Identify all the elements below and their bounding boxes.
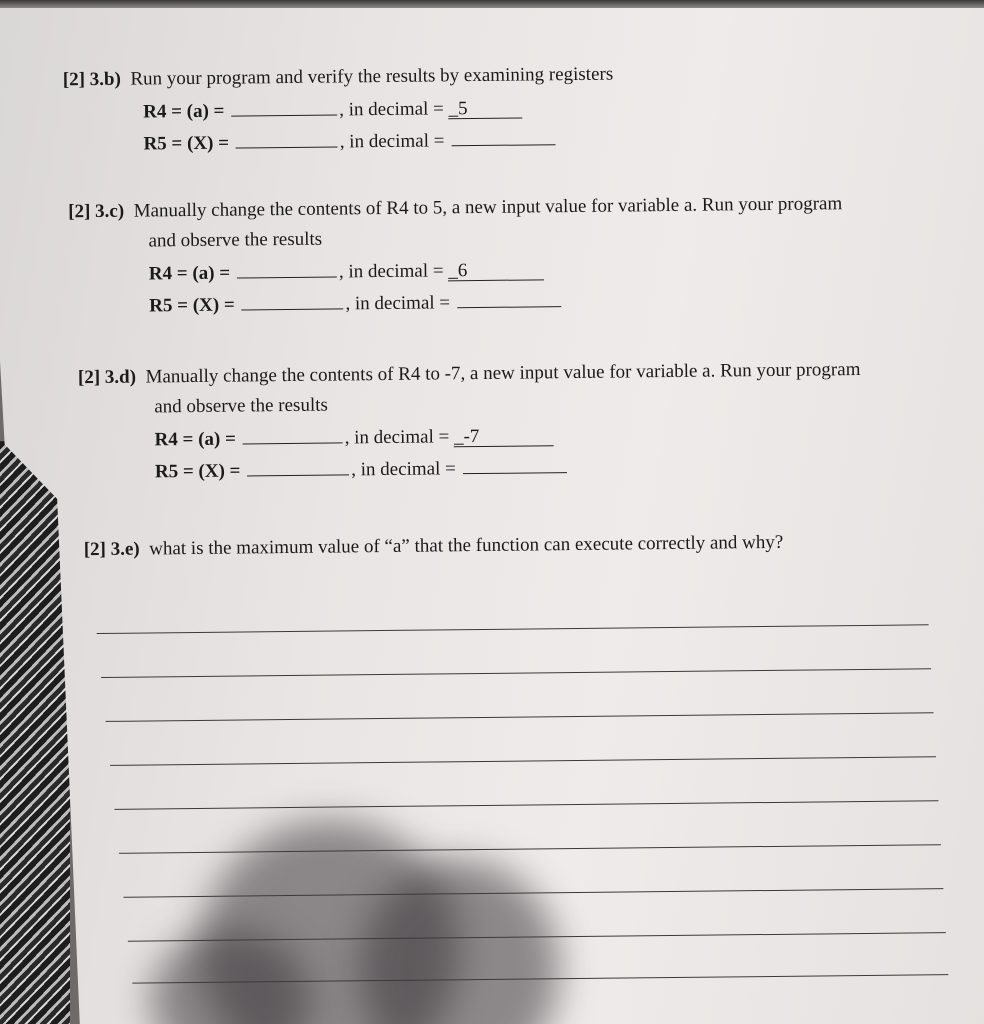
question-3d-header [78, 359, 861, 389]
r5-hex-blank[interactable] [247, 458, 349, 476]
question-number: 3.c) [95, 200, 125, 223]
points-badge: [2] [68, 201, 91, 223]
r4-label: R4 = (a) = [143, 100, 225, 123]
question-number: 3.b) [89, 68, 122, 91]
r5-row [149, 290, 563, 317]
answer-line[interactable] [106, 712, 934, 722]
r4-row [154, 424, 554, 451]
answer-line[interactable] [101, 668, 931, 678]
decimal-label: , in decimal = [344, 426, 450, 449]
question-prompt-line2: and observe the results [148, 228, 323, 252]
answer-line[interactable] [123, 888, 943, 898]
r4-decimal-answer[interactable] [448, 98, 522, 120]
question-prompt: Run your program and verify the results by examining registers [130, 63, 614, 90]
r4-label: R4 = (a) = [148, 262, 231, 285]
decimal-label: , in decimal = [339, 130, 445, 153]
r5-label: R5 = (X) = [143, 132, 230, 155]
answer-line[interactable] [110, 756, 936, 766]
answer-line[interactable] [132, 974, 948, 984]
r5-hex-blank[interactable] [241, 292, 343, 310]
points-badge: [2] [77, 366, 101, 389]
r4-hex-blank[interactable] [231, 98, 337, 116]
question-3d-line2 [154, 395, 328, 419]
question-3e-header [84, 532, 784, 561]
question-prompt-line2: and observe the results [154, 394, 328, 418]
question-number: 3.e) [110, 538, 140, 560]
r5-decimal-blank[interactable] [462, 456, 566, 474]
r4-hex-blank[interactable] [243, 426, 343, 444]
question-prompt: what is the maximum value of “a” that the function can execute correctly and why? [149, 531, 784, 560]
r5-decimal-blank[interactable] [451, 128, 555, 146]
r5-label: R5 = (X) = [149, 294, 235, 317]
question-3c-header [68, 193, 842, 223]
r4-decimal-value: _6 [448, 260, 468, 282]
points-badge: [2] [83, 538, 107, 561]
r5-row [143, 128, 557, 155]
question-prompt-line1: Manually change the contents of R4 to 5, a new input value for variable a. Run your program [133, 193, 843, 222]
r4-decimal-value: _-7 [453, 426, 480, 448]
question-number: 3.d) [104, 366, 137, 388]
question-prompt-line1: Manually change the contents of R4 to -7, a new input value for variable a. Run your program [145, 359, 861, 388]
r4-hex-blank[interactable] [237, 260, 337, 278]
r4-decimal-value: _5 [448, 98, 468, 120]
decimal-label: , in decimal = [351, 458, 456, 481]
decimal-label: , in decimal = [345, 292, 451, 315]
r5-row [155, 456, 569, 483]
r5-label: R5 = (X) = [154, 460, 241, 483]
r5-hex-blank[interactable] [236, 130, 338, 148]
question-3c-line2 [148, 229, 322, 253]
r4-row [149, 258, 545, 285]
answer-line[interactable] [97, 624, 929, 634]
points-badge: [2] [62, 69, 86, 91]
answer-line[interactable] [114, 800, 938, 810]
r4-row [143, 97, 523, 124]
r4-decimal-answer[interactable] [448, 259, 544, 281]
decimal-label: , in decimal = [338, 260, 444, 283]
answer-line[interactable] [119, 844, 941, 854]
r5-decimal-blank[interactable] [457, 290, 561, 308]
question-3b-header [63, 64, 614, 92]
r4-decimal-answer[interactable] [454, 425, 554, 447]
r4-label: R4 = (a) = [154, 428, 237, 451]
decimal-label: , in decimal = [339, 98, 444, 121]
answer-line[interactable] [128, 932, 946, 942]
